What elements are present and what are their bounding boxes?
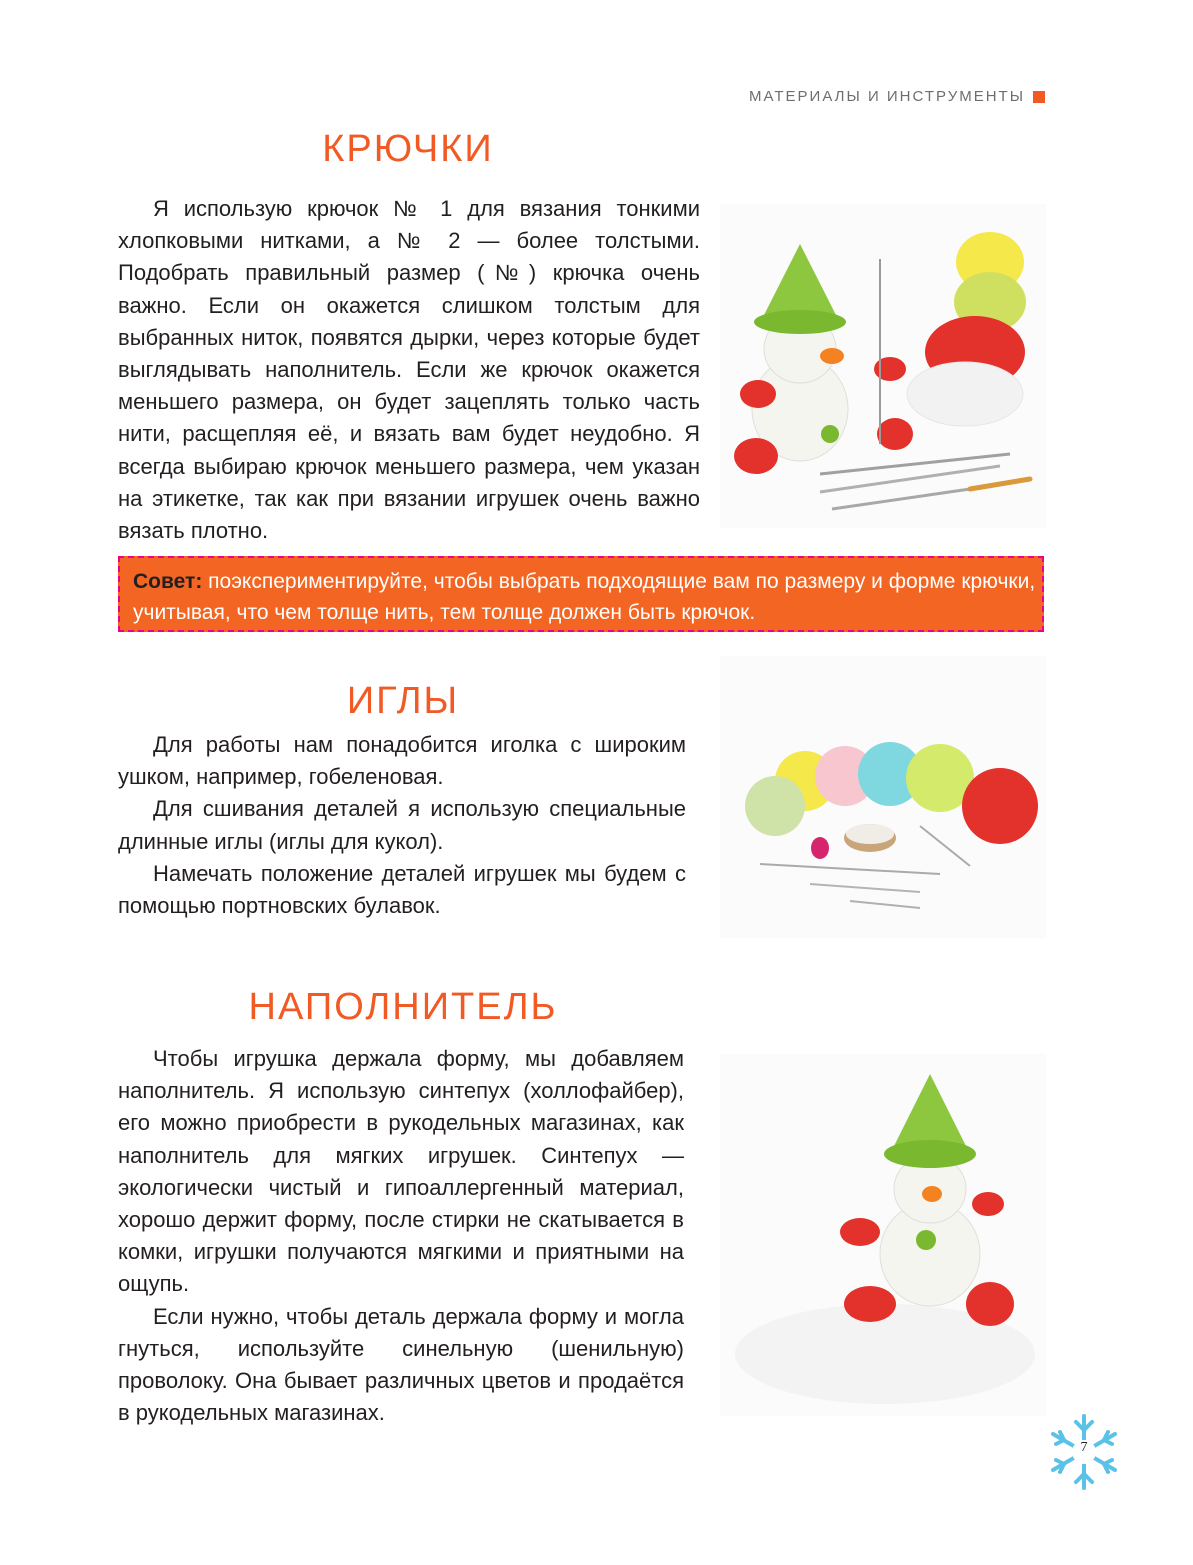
page-number: 7 bbox=[1080, 1440, 1088, 1455]
tip-box bbox=[118, 556, 1044, 632]
needles-paragraph-3: Намечать положение деталей игрушек мы будем с помощью портновских булавок. bbox=[118, 860, 686, 919]
hooks-text bbox=[118, 193, 700, 547]
section-title: МАТЕРИАЛЫ И ИНСТРУМЕНТЫ bbox=[749, 88, 1025, 105]
tip-label: Совет: bbox=[133, 570, 203, 593]
needles-heading: ИГЛЫ bbox=[346, 680, 460, 722]
needles-text bbox=[118, 729, 686, 922]
snowman-on-filler-illustration bbox=[720, 1054, 1046, 1416]
needles-photo bbox=[720, 656, 1046, 938]
filler-paragraph-2: Если нужно, чтобы деталь держала форму и могла гнуться, используйте синельную (шенильную) проволоку. Она бывает различных цветов и продаётся в рукодельных магазинах. bbox=[118, 1303, 684, 1426]
hooks-paragraph: Я использую крючок № 1 для вязания тонкими хлопковыми нитками, а № 2 — более толстыми. Подобрать правильный размер (№) крючка очень важно. Если он окажется слишком толстым для выбранных ниток, появятся дырки, через которые будет выглядывать наполнитель. Если же крючок окажется меньшего размера, он будет зацеплять только часть нити, расщепляя её, и вязать вам будет неудобно. Я всегда выбираю крючок меньшего размера, чем указан на этикетке, так как при вязании игрушек очень важно вязать плотно. bbox=[118, 196, 700, 544]
orange-square-icon bbox=[1033, 91, 1045, 103]
yarn-and-needles-illustration bbox=[720, 656, 1046, 938]
needles-paragraph-1: Для работы нам понадобится иголка с широким ушком, например, гобеленовая. bbox=[118, 732, 686, 790]
filler-paragraph-1: Чтобы игрушка держала форму, мы добавляем наполнитель. Я использую синтепух (холлофайбер), его можно приобрести в рукодельных магазинах, как наполнитель для мягких игрушек. Синтепух — экологически чистый и гипоаллергенный материал, хорошо держит форму, после стирки не скатывается в комки, игрушки получаются мягкими и приятными на ощупь. bbox=[118, 1046, 684, 1297]
tip-text: поэкспериментируйте, чтобы выбрать подходящие вам по размеру и форме крючки, учитывая, что чем толще нить, тем толще должен быть крючок. bbox=[133, 570, 1036, 624]
filler-heading: НАПОЛНИТЕЛЬ bbox=[248, 986, 558, 1028]
snowman-and-hooks-illustration bbox=[720, 204, 1046, 528]
needles-paragraph-2: Для сшивания деталей я использую специальные длинные иглы (иглы для кукол). bbox=[118, 796, 686, 854]
hooks-photo bbox=[720, 204, 1046, 528]
hooks-heading: КРЮЧКИ bbox=[322, 128, 494, 170]
running-header bbox=[749, 88, 1045, 105]
filler-photo bbox=[720, 1054, 1046, 1416]
filler-text bbox=[118, 1043, 684, 1429]
